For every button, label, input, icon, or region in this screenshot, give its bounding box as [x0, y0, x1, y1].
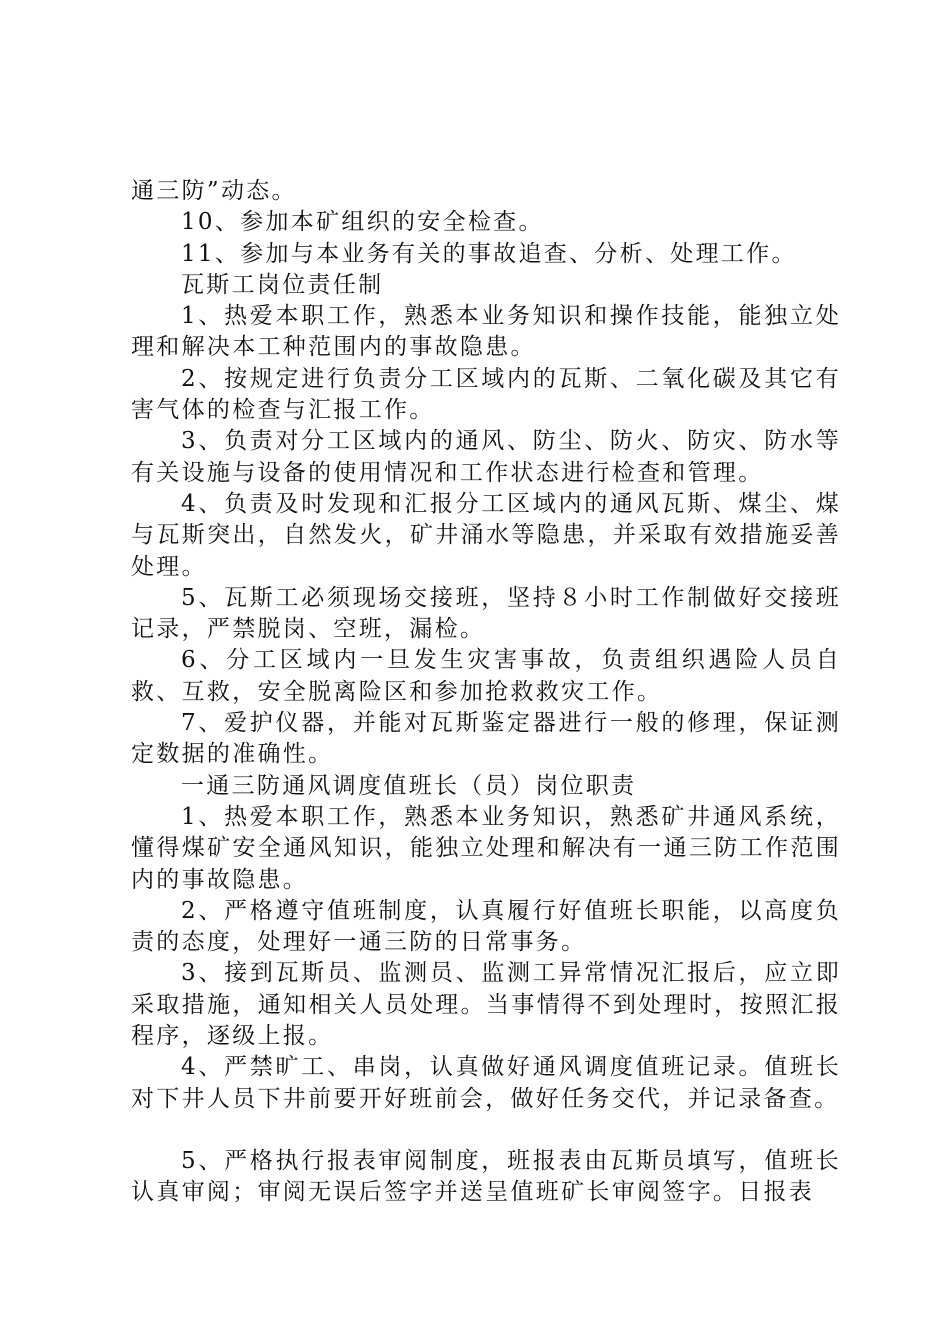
paragraph: 1、热爱本职工作，熟悉本业务知识，熟悉矿井通风系统，懂得煤矿安全通风知识，能独立处理和解决有一通三防工作范围内的事故隐患。	[131, 803, 841, 893]
paragraph: 5、瓦斯工必须现场交接班，坚持８小时工作制做好交接班记录，严禁脱岗、空班，漏检。	[131, 584, 841, 643]
paragraph: 4、负责及时发现和汇报分工区域内的通风瓦斯、煤尘、煤与瓦斯突出，自然发火，矿井涌水等隐患，并采取有效措施妥善处理。	[131, 490, 841, 580]
section-heading: 一通三防通风调度值班长（员）岗位职责	[181, 772, 637, 799]
paragraph: 3、负责对分工区域内的通风、防尘、防火、防灾、防水等有关设施与设备的使用情况和工作状态进行检查和管理。	[131, 428, 841, 486]
paragraph: 11、参加与本业务有关的事故追查、分析、处理工作。	[181, 240, 797, 267]
paragraph: 7、爱护仪器，并能对瓦斯鉴定器进行一般的修理，保证测定数据的准确性。	[131, 710, 841, 768]
paragraph: 5、严格执行报表审阅制度，班报表由瓦斯员填写，值班长认真审阅；审阅无误后签字并送呈值班矿长审阅签字。日报表	[131, 1147, 841, 1206]
paragraph: 4、严禁旷工、串岗，认真做好通风调度值班记录。值班长对下井人员下井前要开好班前会，做好任务交代，并记录备查。	[131, 1054, 841, 1112]
blank-line	[131, 1115, 841, 1146]
document-body	[131, 176, 841, 1209]
paragraph: 3、接到瓦斯员、监测员、监测工异常情况汇报后，应立即采取措施，通知相关人员处理。当事情得不到处理时，按照汇报程序，逐级上报。	[131, 960, 841, 1050]
paragraph: 6、分工区域内一旦发生灾害事故，负责组织遇险人员自救、互救，安全脱离险区和参加抢救救灾工作。	[131, 647, 841, 705]
paragraph: 10、参加本矿组织的安全检查。	[181, 209, 544, 236]
paragraph: 2、按规定进行负责分工区域内的瓦斯、二氧化碳及其它有害气体的检查与汇报工作。	[131, 365, 841, 424]
paragraph: 1、热爱本职工作，熟悉本业务知识和操作技能，能独立处理和解决本工种范围内的事故隐患。	[131, 303, 841, 361]
paragraph: 2、严格遵守值班制度，认真履行好值班长职能，以高度负责的态度，处理好一通三防的日常事务。	[131, 897, 841, 956]
section-heading: 瓦斯工岗位责任制	[181, 271, 384, 298]
paragraph: 通三防”动态。	[131, 178, 297, 204]
